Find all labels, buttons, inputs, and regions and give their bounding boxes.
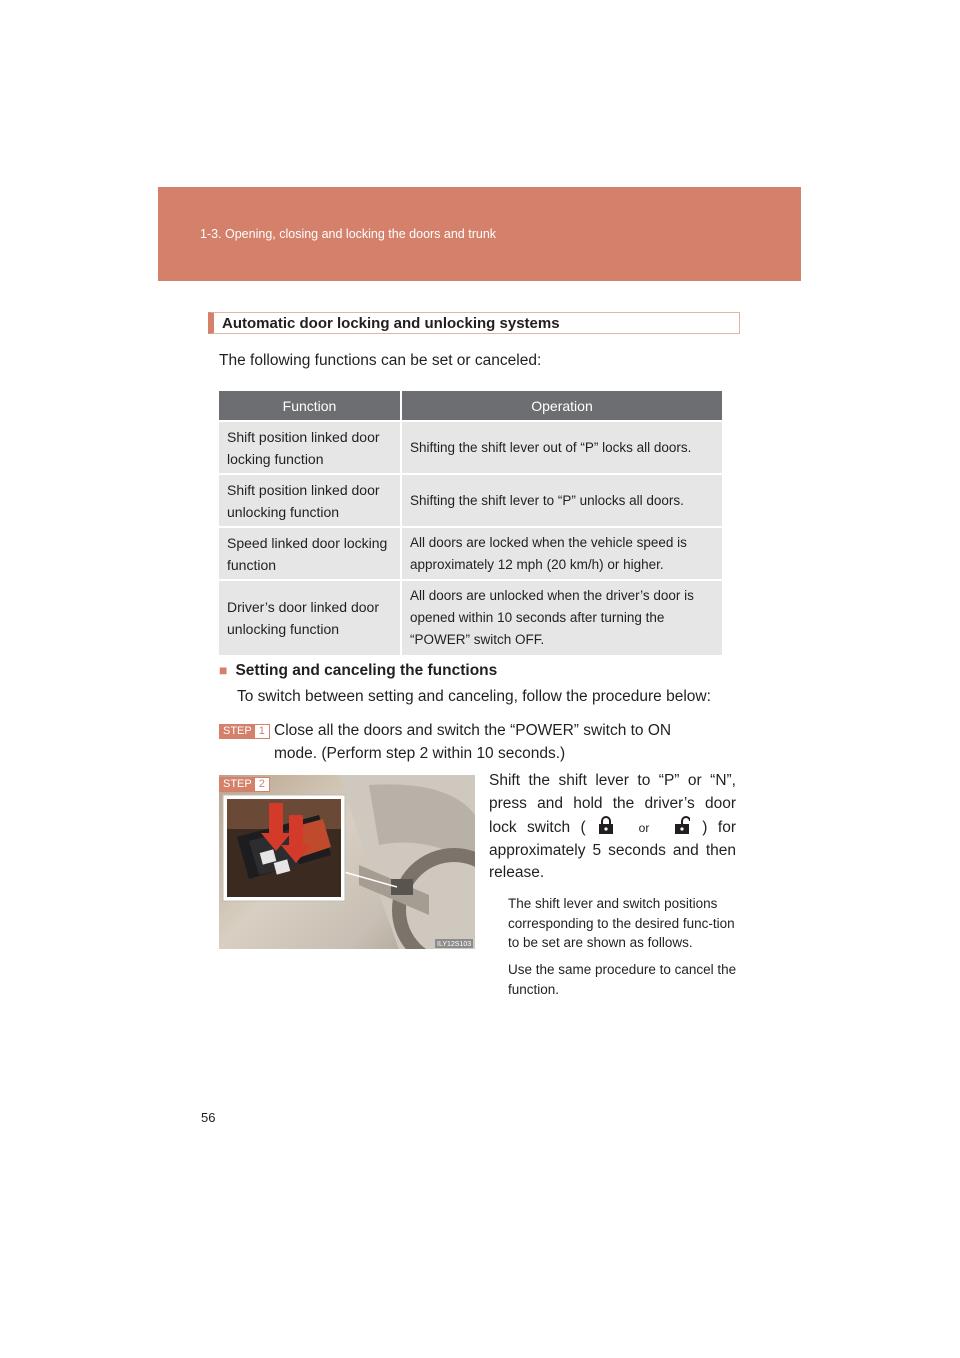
- image-code: ILY12S103: [437, 941, 472, 948]
- step1-badge: STEP 1: [219, 724, 270, 739]
- intro-text: The following functions can be set or canceled:: [219, 352, 542, 369]
- step1-text: Close all the doors and switch the “POWER” switch to ON: [274, 722, 672, 739]
- function-cell: Driver’s door linked door unlocking function: [219, 580, 401, 655]
- chapter-header: [158, 187, 801, 281]
- function-cell: Shift position linked door unlocking function: [219, 474, 401, 527]
- function-cell: Speed linked door locking function: [219, 527, 401, 580]
- table-row: [219, 527, 722, 580]
- step2-text: Shift the shift lever to “P” or “N”, press and hold the driver’s door lock switch ( or ) for approximately 5 seconds and then release.: [489, 772, 736, 881]
- note-cancel: Use the same procedure to cancel the function.: [508, 962, 737, 997]
- operation-cell: Shifting the shift lever out of “P” locks all doors.: [401, 421, 722, 474]
- subsection-text: To switch between setting and canceling, follow the procedure below:: [237, 688, 711, 705]
- table-row: [219, 474, 722, 527]
- section-title: Automatic door locking and unlocking systems: [222, 315, 560, 332]
- operation-cell: All doors are locked when the vehicle speed is approximately 12 mph (20 km/h) or higher.: [401, 527, 722, 580]
- table-row: [219, 580, 722, 655]
- operation-cell: Shifting the shift lever to “P” unlocks all doors.: [401, 474, 722, 527]
- lock-closed-icon: [598, 815, 614, 835]
- step2-badge: STEP 2: [219, 777, 270, 792]
- header-function: Function: [219, 391, 401, 421]
- door-lock-switch-photo: [219, 775, 475, 949]
- breadcrumb: 1-3. Opening, closing and locking the doors and trunk: [200, 227, 497, 241]
- section-title-bar: [208, 312, 740, 334]
- photo-illustration: [219, 775, 475, 949]
- header-operation: Operation: [401, 391, 722, 421]
- subsection-title: ■ Setting and canceling the functions: [219, 662, 498, 679]
- page-number: 56: [201, 1110, 216, 1125]
- note-positions: The shift lever and switch positions corresponding to the desired func-tion to be set are shown as follows.: [508, 896, 735, 950]
- table-row: [219, 421, 722, 474]
- square-bullet-icon: ■: [219, 662, 228, 678]
- functions-table: [219, 391, 722, 655]
- lock-open-icon: [674, 815, 690, 835]
- function-cell: Shift position linked door locking function: [219, 421, 401, 474]
- table-header-row: [219, 391, 722, 421]
- operation-cell: All doors are unlocked when the driver’s door is opened within 10 seconds after turning the “POWER” switch OFF.: [401, 580, 722, 655]
- step1-text-line2: mode. (Perform step 2 within 10 seconds.): [274, 745, 566, 762]
